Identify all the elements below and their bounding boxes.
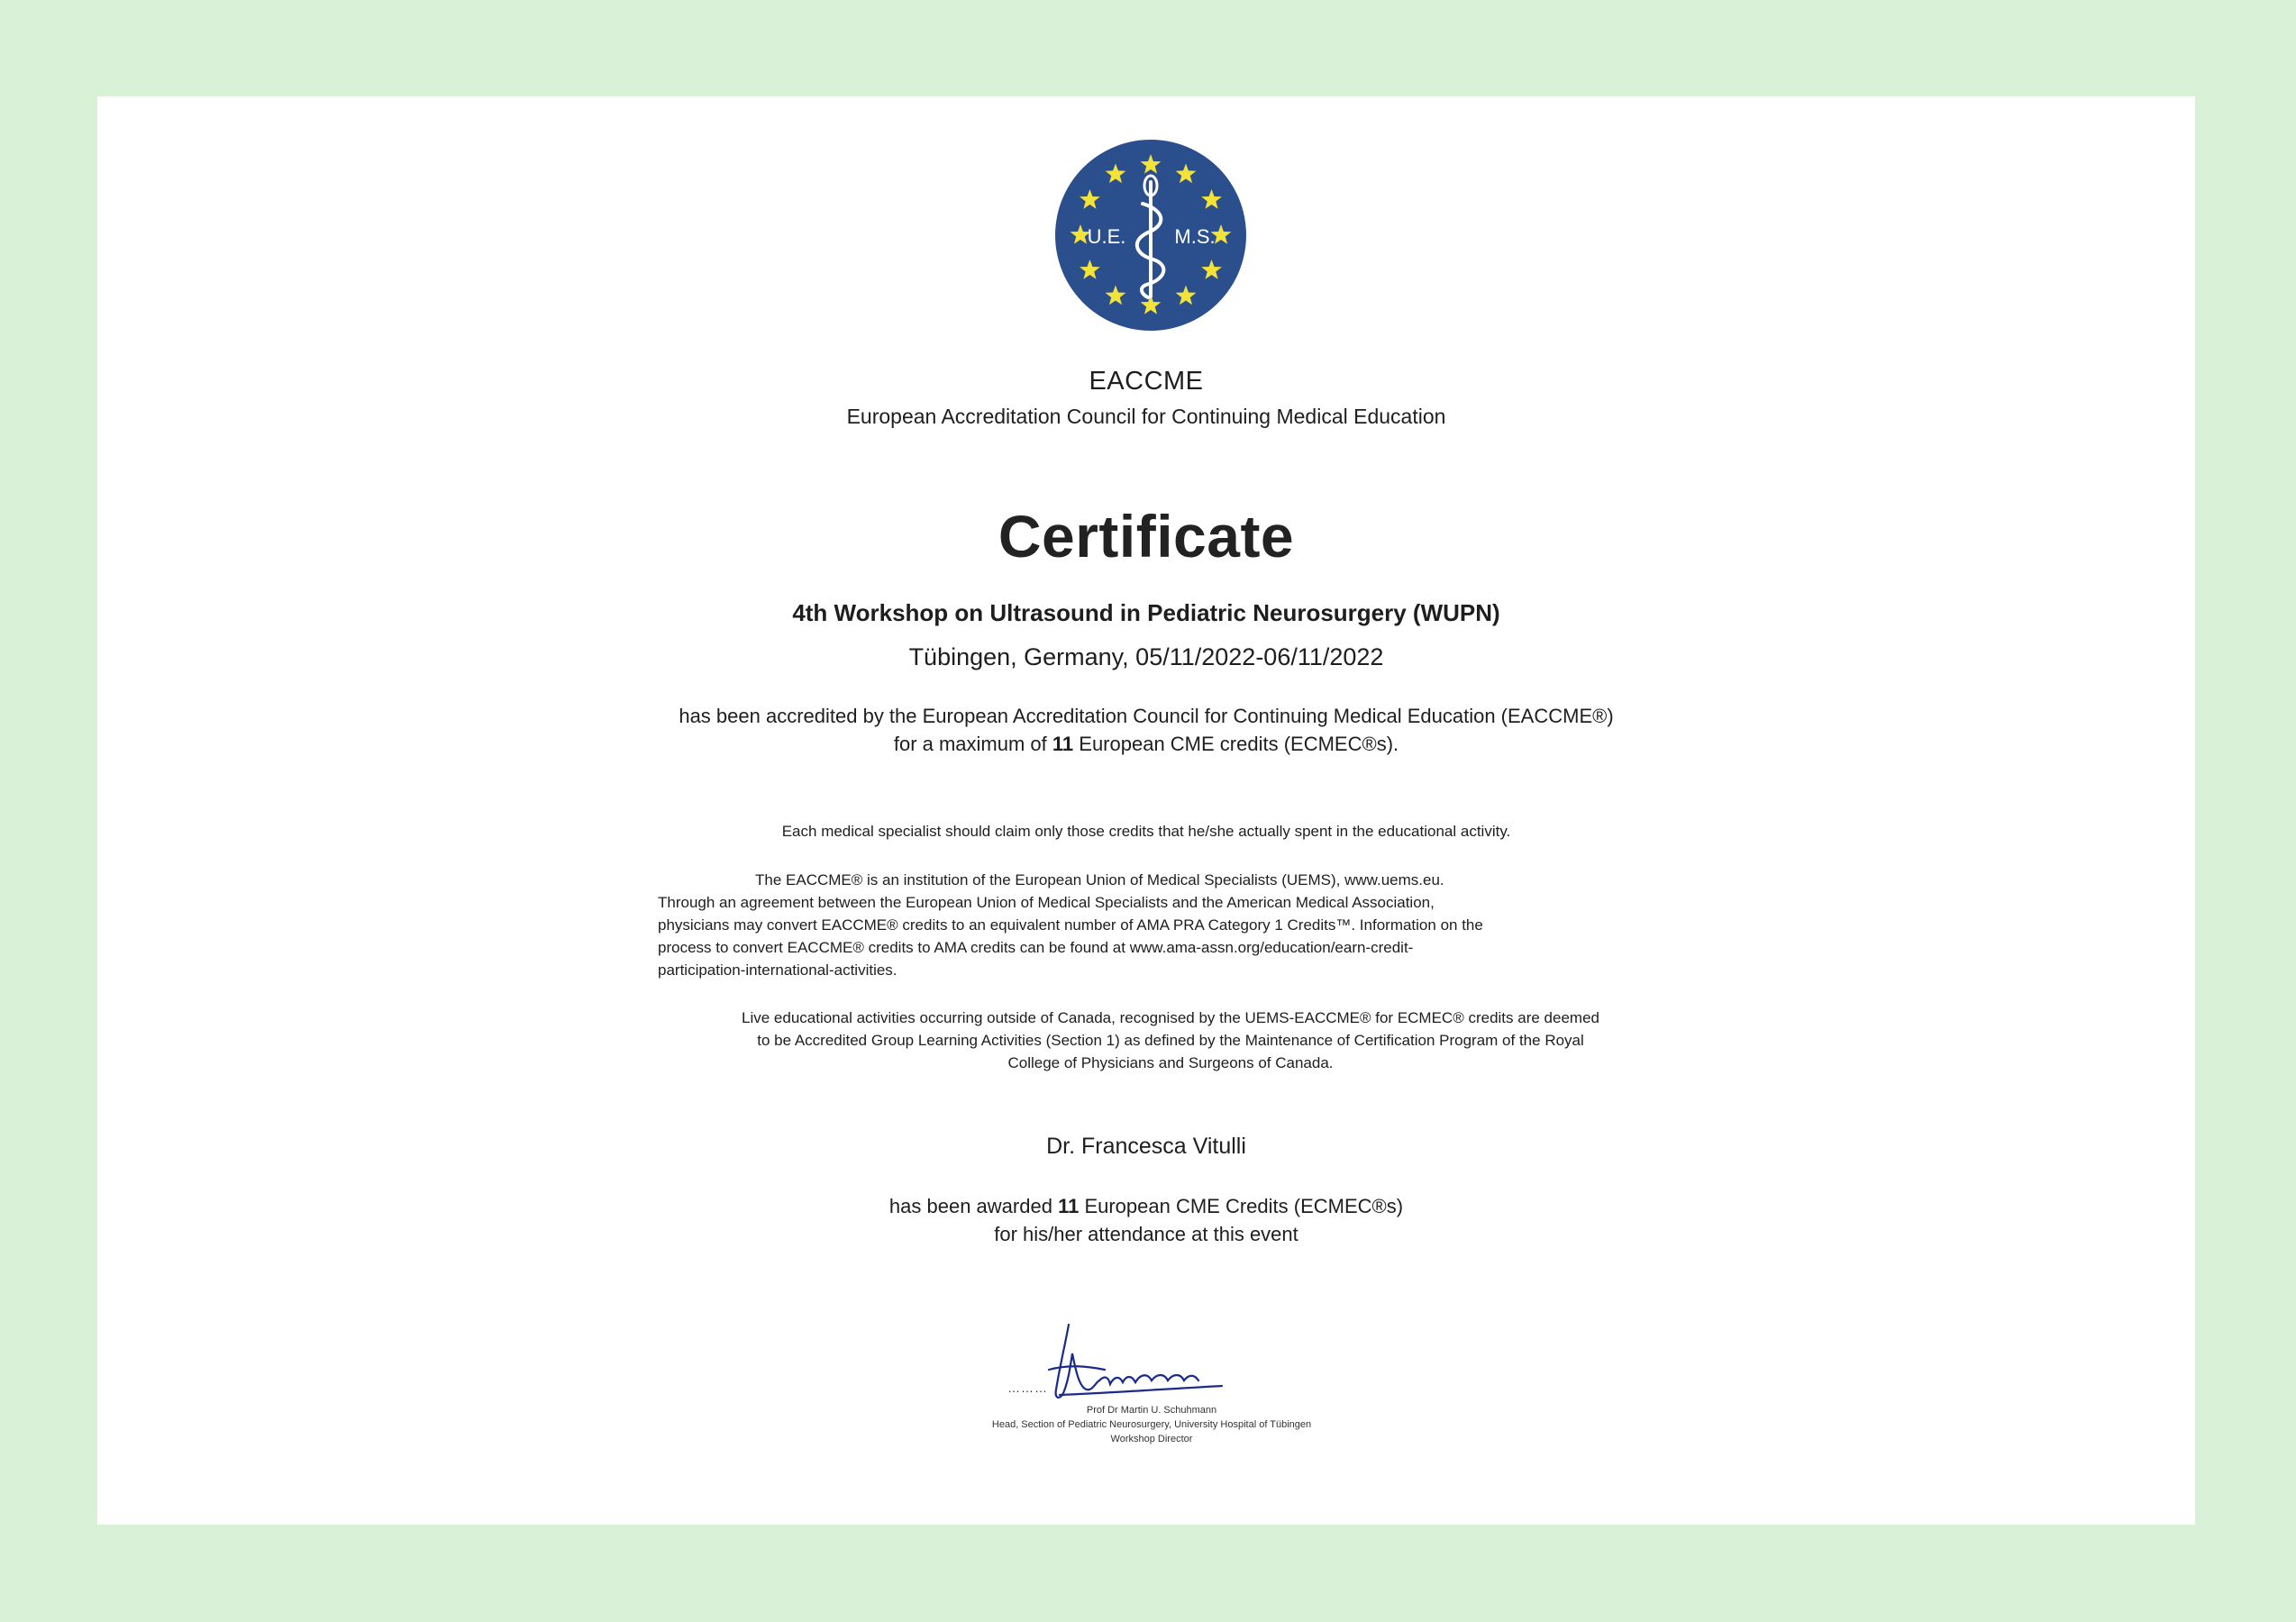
- uems-line-3: physicians may convert EACCME® credits to an equivalent number of AMA PRA Category 1 Credits™. Information on the: [658, 916, 1483, 934]
- award-statement: [97, 1192, 2195, 1248]
- canada-paragraph: [656, 1007, 1685, 1074]
- uems-line-5: participation-international-activities.: [658, 961, 897, 979]
- claim-note: Each medical specialist should claim only those credits that he/she actually spent in the educational activity.: [781, 823, 1511, 840]
- event-title: 4th Workshop on Ultrasound in Pediatric Neurosurgery (WUPN): [792, 599, 1500, 626]
- award-line-2: for his/her attendance at this event: [994, 1223, 1298, 1245]
- uems-paragraph: [658, 869, 1685, 981]
- org-acronym: EACCME: [1089, 367, 1204, 396]
- award-line-1-post: European CME Credits (ECMEC®s): [1079, 1195, 1404, 1217]
- certificate-content: [97, 96, 2195, 1525]
- award-line-1: [97, 1192, 2195, 1220]
- certificate-title: Certificate: [998, 503, 1295, 570]
- org-full-name: European Accreditation Council for Continuing Medical Education: [846, 405, 1446, 428]
- signature-block: [908, 1317, 1395, 1462]
- canada-line-3: College of Physicians and Surgeons of Canada.: [1007, 1054, 1334, 1071]
- signatory-name: Prof Dr Martin U. Schuhmann: [1086, 1405, 1217, 1416]
- accreditation-line-1: has been accredited by the European Accreditation Council for Continuing Medical Education (EACCME®): [679, 705, 1614, 727]
- uems-line-4: process to convert EACCME® credits to AMA credits can be found at www.ama-assn.org/education/earn-credit-: [658, 939, 1414, 956]
- signature-dots: ………: [1007, 1381, 1048, 1395]
- awarded-credits: 11: [1058, 1195, 1080, 1217]
- canada-line-1: Live educational activities occurring outside of Canada, recognised by the UEMS-EACCME® for ECMEC® credits are deemed: [742, 1009, 1599, 1026]
- accreditation-line-2: [97, 730, 2195, 758]
- canada-line-2: to be Accredited Group Learning Activities (Section 1) as defined by the Maintenance of Certification Program of the Royal: [757, 1032, 1584, 1049]
- signatory-role: Head, Section of Pediatric Neurosurgery, University Hospital of Tübingen: [991, 1419, 1312, 1430]
- uems-line-1: The EACCME® is an institution of the European Union of Medical Specialists (UEMS), www.uems.eu.: [755, 871, 1444, 888]
- logo-text-right: M.S.: [1174, 225, 1216, 248]
- logo-text-left: U.E.: [1087, 225, 1126, 248]
- certificate-paper: [97, 96, 2195, 1525]
- accreditation-line-2-post: European CME credits (ECMEC®s).: [1073, 733, 1399, 755]
- uems-line-2: Through an agreement between the European Union of Medical Specialists and the American Medical Association,: [658, 894, 1435, 911]
- accreditation-statement: [97, 702, 2195, 758]
- uems-logo: [1054, 139, 1247, 332]
- accreditation-line-2-pre: for a maximum of: [893, 733, 1052, 755]
- signatory-title: Workshop Director: [1110, 1434, 1193, 1444]
- event-place-dates: Tübingen, Germany, 05/11/2022-06/11/2022: [908, 643, 1384, 670]
- recipient-name: Dr. Francesca Vitulli: [1046, 1134, 1246, 1159]
- accredited-credits: 11: [1052, 733, 1074, 755]
- award-line-1-pre: has been awarded: [888, 1195, 1059, 1217]
